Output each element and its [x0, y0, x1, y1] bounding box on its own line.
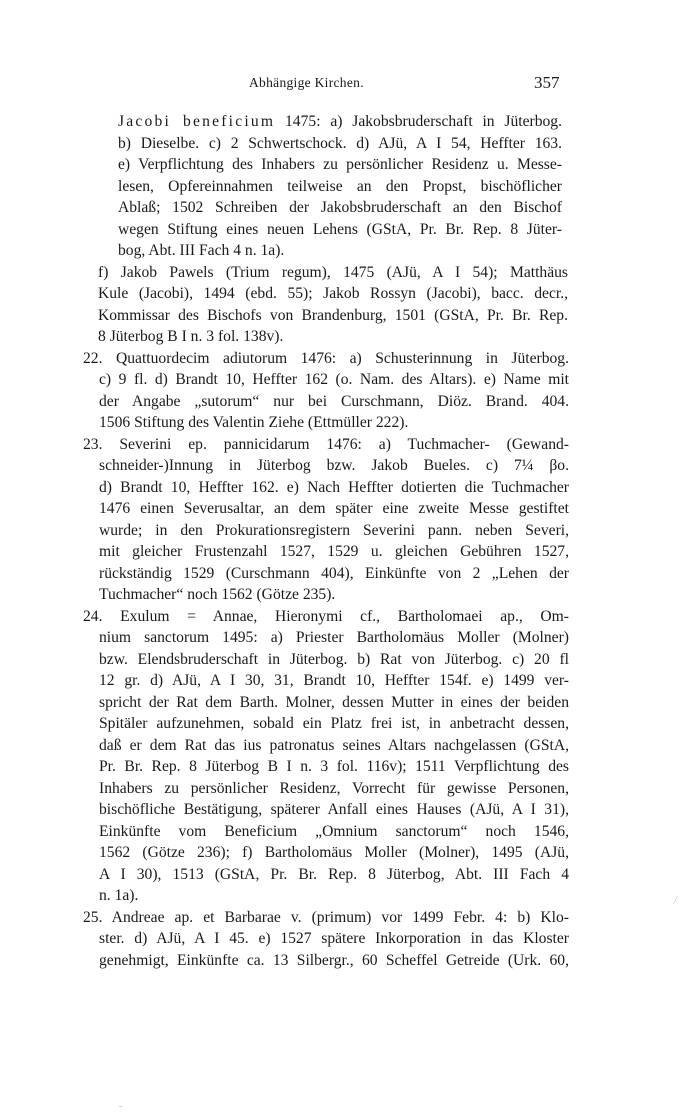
line-text: schneider-)Innung in Jüterbog bzw. Jakob Bueles. c) 7¼ βo. — [99, 457, 569, 474]
line-text: Tuchmacher“ noch 1562 (Götze 235). — [99, 586, 336, 603]
text-line — [0, 584, 700, 606]
line-text: genehmigt, Einkünfte ca. 13 Silbergr., 60 Scheffel Getreide (Urk. 60, — [99, 951, 569, 969]
text-line — [0, 498, 700, 520]
line-text: 25. Andreae ap. et Barbarae v. (primum) vor 1499 Febr. 4: b) Klo- — [83, 908, 569, 926]
line-text: A I 30), 1513 (GStA, Pr. Br. Rep. 8 Jüterbog, Abt. III Fach 4 — [99, 865, 569, 883]
line-text: Einkünfte vom Beneficium „Omnium sanctorum“ noch 1546, — [99, 822, 569, 840]
line-text: Kule (Jacobi), 1494 (ebd. 55); Jakob Rossyn (Jacobi), bacc. decr., — [98, 285, 568, 302]
text-line — [0, 520, 700, 542]
running-title: Abhängige Kirchen. — [249, 75, 364, 90]
line-text: Inhabers zu persönlicher Residenz, Vorrecht für gewisse Personen, — [99, 779, 569, 797]
text-line — [0, 326, 700, 348]
text-line — [0, 240, 700, 262]
text-line — [0, 391, 700, 413]
line-text: nium sanctorum 1495: a) Priester Bartholomäus Moller (Molner) — [99, 629, 569, 646]
line-text: 23. Severini ep. pannicidarum 1476: a) Tuchmacher- (Gewand- — [83, 435, 569, 453]
text-line — [0, 412, 700, 434]
line-text: 1476 einen Severusaltar, an dem später eine zweite Messe gestiftet — [99, 500, 569, 517]
line-text: e) Verpflichtung des Inhabers zu persönlicher Residenz u. Messe- — [118, 156, 562, 173]
line-text: d) Brandt 10, Heffter 162. e) Nach Heffter dotierten die Tuchmacher — [99, 478, 569, 496]
line-text: Pr. Br. Rep. 8 Jüterbog B I n. 3 fol. 116v); 1511 Verpflichtung des — [99, 758, 569, 775]
text-line — [0, 735, 700, 757]
line-text: 1506 Stiftung des Valentin Ziehe (Ettmüller 222). — [99, 414, 409, 431]
line-text: rückständig 1529 (Curschmann 404), Einkünfte von 2 „Lehen der — [99, 564, 569, 582]
line-text: b) Dieselbe. c) 2 Schwertschock. d) AJü, A I 54, Heffter 163. — [118, 134, 562, 152]
text-line — [0, 434, 700, 456]
line-text: lesen, Opfereinnahmen teilweise an den Propst, bischöflicher — [118, 177, 562, 195]
line-text: 24. Exulum = Annae, Hieronymi cf., Bartholomaei ap., Om- — [83, 607, 569, 625]
margin-dot — [119, 1106, 122, 1107]
text-line — [0, 950, 700, 972]
text-line — [0, 369, 700, 391]
text-line — [0, 262, 700, 284]
text-line — [0, 606, 700, 628]
text-line — [0, 455, 700, 477]
text-line — [0, 756, 700, 778]
line-text: Kommissar des Bischofs von Brandenburg, 1501 (GStA, Pr. Br. Rep. — [98, 306, 568, 324]
spaced-heading: Jacobi beneficium — [118, 113, 276, 130]
text-line — [0, 778, 700, 800]
text-line — [0, 563, 700, 585]
text-line — [0, 799, 700, 821]
line-text: Ablaß; 1502 Schreiben der Jakobsbruderschaft an den Bischof — [118, 199, 562, 216]
line-text: wegen Stiftung eines neuen Lehens (GStA, Pr. Br. Rep. 8 Jüter- — [118, 220, 562, 238]
text-line — [0, 305, 700, 327]
text-line — [0, 928, 700, 950]
text-line — [0, 864, 700, 886]
line-text: bzw. Elendsbruderschaft in Jüterbog. b) Rat von Jüterbog. c) 20 fl — [99, 650, 569, 668]
text-line — [0, 541, 700, 563]
line-text: 22. Quattuordecim adiutorum 1476: a) Schusterinnung in Jüterbog. — [83, 349, 569, 367]
line-text: der Angabe „sutorum“ nur bei Curschmann, Diöz. Brand. 404. — [99, 392, 569, 410]
line-rest: 1475: a) Jakobsbruderschaft in Jüterbog. — [275, 113, 562, 130]
text-line — [0, 713, 700, 735]
line-text: ster. d) AJü, A I 45. e) 1527 spätere Inkorporation in das Kloster — [99, 930, 569, 947]
text-line — [0, 283, 700, 305]
line-text: spricht der Rat dem Barth. Molner, dessen Mutter in eines der beiden — [99, 693, 569, 711]
text-line — [0, 219, 700, 241]
line-text: 12 gr. d) AJü, A I 30, 31, Brandt 10, Heffter 154f. e) 1499 ver- — [99, 672, 569, 689]
text-line — [0, 154, 700, 176]
line-text: bog, Abt. III Fach 4 n. 1a). — [118, 242, 285, 259]
text-line — [0, 842, 700, 864]
line-text: mit gleicher Frustenzahl 1527, 1529 u. gleichen Gebühren 1527, — [99, 543, 569, 560]
line-text: Spitäler aufzunehmen, sobald ein Platz frei ist, in anbetracht dessen, — [99, 715, 569, 732]
line-text: f) Jakob Pawels (Trium regum), 1475 (AJü, A I 54); Matthäus — [98, 263, 568, 281]
line-text: 8 Jüterbog B I n. 3 fol. 138v). — [98, 328, 284, 345]
text-line — [0, 692, 700, 714]
line-text: bischöfliche Bestätigung, späterer Anfall eines Hauses (AJü, A I 31), — [99, 801, 569, 818]
line-text: daß er dem Rat das ius patronatus seines Altars nachgelassen (GStA, — [99, 736, 569, 754]
text-line — [0, 111, 700, 133]
line-text: c) 9 fl. d) Brandt 10, Heffter 162 (o. Nam. des Altars). e) Name mit — [99, 371, 569, 388]
line-text: n. 1a). — [99, 887, 139, 904]
text-line — [0, 133, 700, 155]
text-line — [0, 821, 700, 843]
text-line — [0, 176, 700, 198]
text-line — [0, 627, 700, 649]
line-text — [118, 111, 562, 133]
text-line — [0, 197, 700, 219]
page-number: 357 — [534, 73, 560, 92]
text-line — [0, 649, 700, 671]
text-line — [0, 885, 700, 907]
text-line — [0, 907, 700, 929]
line-text: wurde; in den Prokurationsregistern Severini pann. neben Severi, — [99, 521, 569, 539]
text-line — [0, 348, 700, 370]
text-line — [0, 477, 700, 499]
body-text — [0, 111, 700, 971]
line-text: 1562 (Götze 236); f) Bartholomäus Moller (Molner), 1495 (AJü, — [99, 844, 569, 861]
running-head — [0, 73, 700, 97]
text-line — [0, 670, 700, 692]
